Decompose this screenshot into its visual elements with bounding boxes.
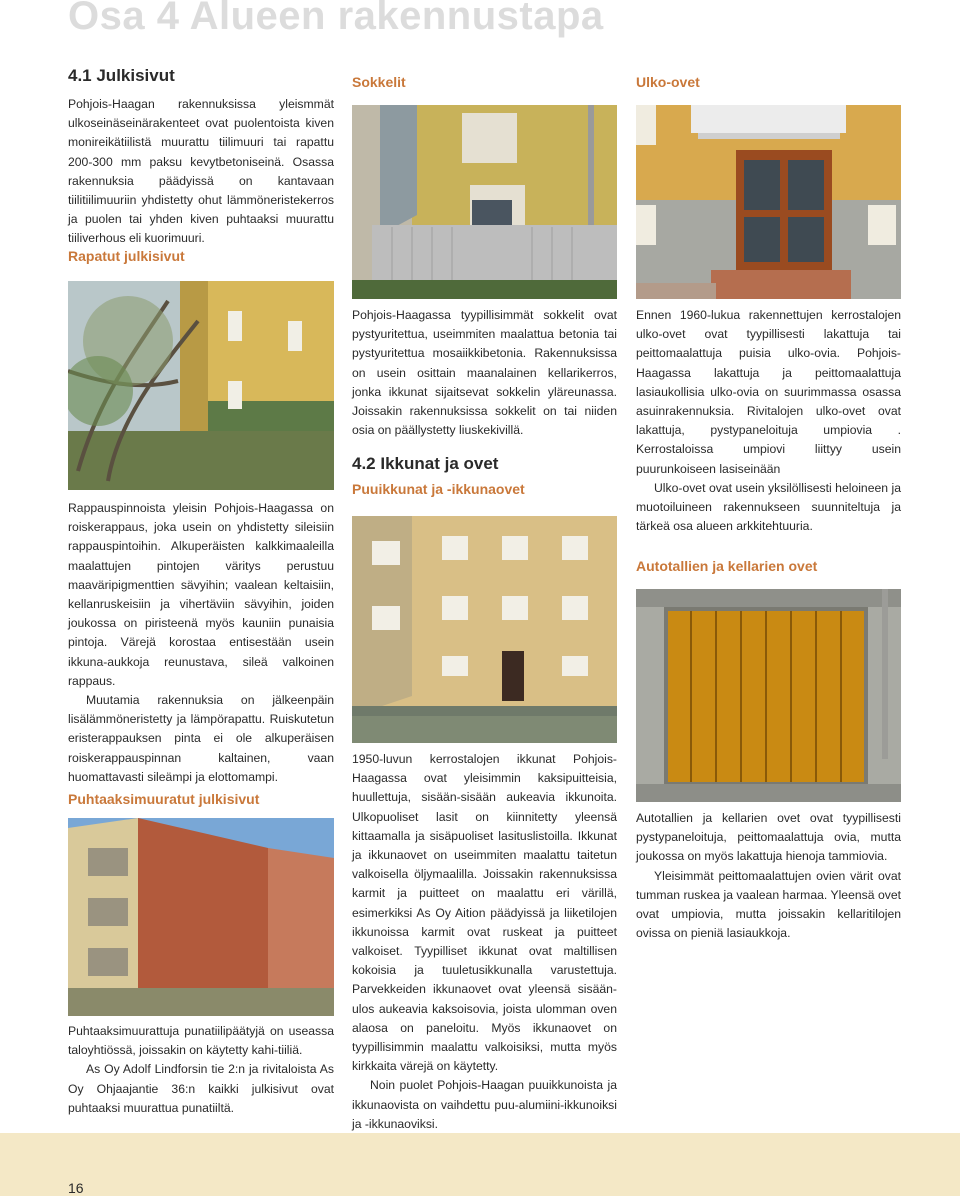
paragraph-julkisivut <box>68 95 334 249</box>
photo-windows <box>352 516 617 743</box>
paragraph-text: Muutamia rakennuksia on jälkeenpäin lisälämmöneristetty ja lämpörapattu. Ruiskutetun eristerappauksen pinta ei ole alkuperäisen roiskerappauspinnan kaltainen, vaan huomattavasti sileämpi ja elottomampi. <box>68 693 334 784</box>
paragraph-text: Rappauspinnoista yleisin Pohjois-Haagassa on roiskerappaus, joka usein on yhdistetty sileisiin rappauspintoihin. Alkuperäisten kalkkimaaleilla maalattujen pintojen väritys perustuu maaväripigmenttien sävyihin; vaalean keltaisiin, kellanruskeisiin ja vihertäviin sävyihin, joiden joukossa on piristeenä myös kauniin punaisia pintoja. Värejä korostaa entisestään usein ikkuna-aukkoja reunustava, sileä valkoinen rappaus. <box>68 501 334 688</box>
paragraph-autotallit <box>636 809 901 943</box>
subheading-puuikkunat: Puuikkunat ja -ikkunaovet <box>352 481 525 497</box>
paragraph-text: As Oy Adolf Lindforsin tie 2:n ja rivitaloista As Oy Ohjaajantie 36:n kaikki julkisivut ovat puhtaaksi muurattua punatiiltä. <box>68 1062 334 1115</box>
paragraph-text: Autotallien ja kellarien ovet ovat tyypillisesti pystypaneloituja, peittomaalattuja ovia, mutta joukossa on myös lakattuja hienoja tammiovia. <box>636 811 901 864</box>
subheading-sokkelit: Sokkelit <box>352 74 406 90</box>
photo-garage-doors <box>636 589 901 802</box>
footer-band <box>0 1133 960 1196</box>
photo-brick-facade <box>68 818 334 1016</box>
paragraph-ulko-ovet <box>636 306 901 536</box>
paragraph-ikkunat <box>352 750 617 1134</box>
photo-entrance-doors <box>636 105 901 299</box>
paragraph-text: 1950-luvun kerrostalojen ikkunat Pohjois-Haagassa ovat yleisimmin kaksipuitteisia, huullettuja, sisään-sisään aukeavia ikkunoita. Ulkopuoliset lasit on kiinnitetty yleensä kittaamalla ja sisäpuoliset lasituslistoilla. Ikkunat ja ikkunaovet on useimmiten maalattu taitetun valkoisella öljymaalilla. Joissakin rakennuksissa karmit ja puitteet on maalattu eri värillä, esimerkiksi As Oy Aition päädyissä ja liiketilojen ikkunoissa karmit ovat ruskeat ja puitteet valkoiset. Tyypilliset ikkunat ovat maltillisen kokoisia ja tuuletusikkunalla varustettuja. Parvekkeiden ikkunaovet ovat yleensä sisään-ulos aukeavia kaksoisovia, joista ulomman oven alaosa on paneloitu. Myös ikkunaovet on tyypillisimmin maalattu valkoisiksi, mutta myös kirkkaita värejä on käytetty. <box>352 752 617 1074</box>
subheading-ulko-ovet: Ulko-ovet <box>636 74 700 90</box>
paragraph-puhtaaksi <box>68 1022 334 1118</box>
paragraph-text: Noin puolet Pohjois-Haagan puuikkunoista ja ikkunaovista on vaihdettu puu-alumiini-ikkunoiksi ja -ikkunaoviksi. <box>352 1078 617 1131</box>
paragraph-text: Pohjois-Haagan rakennuksissa yleismmät ulkoseinäseinärakenteet ovat puolentoista kiven monireikätiilistä muurattu tiilimuuri tai rapattu 200-300 mm paksu kevytbetoniseinä. Osassa rakennuksia päädyissä on kantavaan tiilitiilimuuriin yhdistetty ohut lämmöneristekerros ja puolen tai yhden kiven puhtaaksi muurattu tiiliverhous eli kuorimuuri. <box>68 97 334 246</box>
paragraph-rapatut <box>68 499 334 787</box>
paragraph-text: Ulko-ovet ovat usein yksilöllisesti heloineen ja muotoiluineen rakennukseen suunniteltuja ja tärkeä osa alueen arkkitehtuuria. <box>636 480 901 534</box>
paragraph-text: Ennen 1960-lukua rakennettujen kerrostalojen ulko-ovet ovat tyypillisesti lakattuja tai peittomaalattuja puisia ulko-ovia. Pohjois-Haagassa lakattuja ja peittomaalattuja lasiaukollisia ulko-ovia on suurimmassa osassa asuinrakennuksia. Rivitalojen ulko-ovet ovat lakattuja, pystypaneloituja umpiovia . Kerrostaloissa umpiovi liittyy usein puurunkoiseen lasiseinään <box>636 308 901 476</box>
page-number: 16 <box>68 1180 84 1196</box>
paragraph-sokkelit <box>352 306 617 440</box>
subheading-autotallit: Autotallien ja kellarien ovet <box>636 558 818 574</box>
paragraph-text: Puhtaaksimuurattuja punatiilipäätyjä on useassa taloyhtiössä, joissakin on käytetty kahi-tiiliä. <box>68 1024 334 1058</box>
subheading-puhtaaksi: Puhtaaksimuuratut julkisivut <box>68 791 260 807</box>
photo-rendered-facade <box>68 281 334 490</box>
paragraph-text: Pohjois-Haagassa tyypillisimmät sokkelit ovat pystyuritettua, useimmiten maalattua betonia tai pystyuritettua mosaiikkibetonia. Rakennuksissa on usein osittain maanalainen kellarikerros, jonka ikkunat sijaitsevat sokkelin yläreunassa. Joissakin rakennuksissa sokkelit on tai niiden osia on päällystetty liuskekivillä. <box>352 308 617 438</box>
section-heading-ikkunat: 4.2 Ikkunat ja ovet <box>352 454 499 473</box>
paragraph-text: Yleisimmät peittomaalattujen ovien värit ovat tumman ruskea ja vaalean harmaa. Yleensä ovet ovat umpiovia, mutta joissakin kellaritilojen ovissa on pieniä lasiaukkoja. <box>636 868 901 941</box>
page-title: Osa 4 Alueen rakennustapa <box>68 0 604 38</box>
subheading-rapatut: Rapatut julkisivut <box>68 248 185 264</box>
photo-plinth <box>352 105 617 299</box>
section-heading-julkisivut: 4.1 Julkisivut <box>68 66 175 85</box>
